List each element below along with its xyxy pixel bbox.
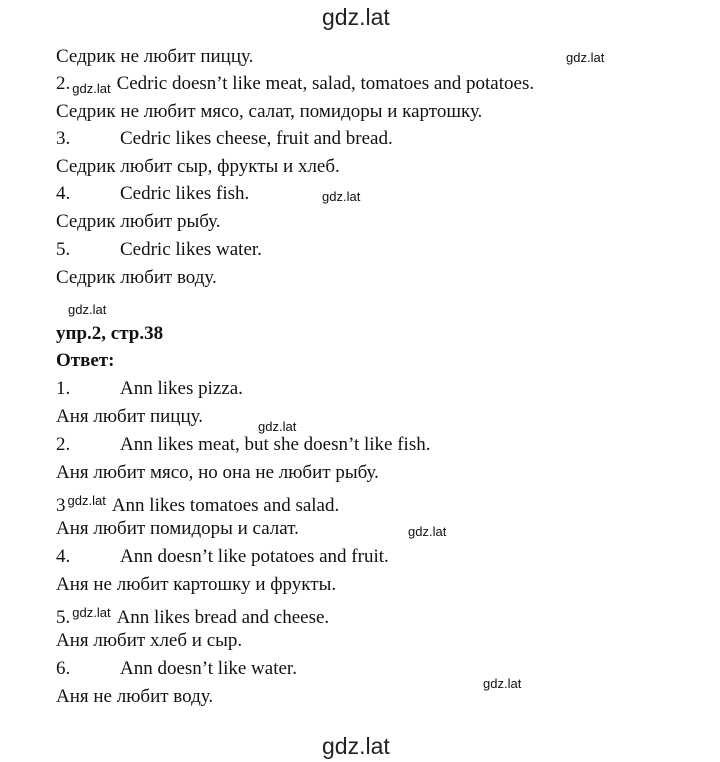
item-english: Cedric likes water. [120,239,262,260]
watermark: gdz.lat [67,493,106,508]
watermark: gdz.lat [408,524,447,539]
list-item [56,490,339,517]
item-number: 3. [56,128,71,149]
list-item [56,239,262,261]
item-number: 2. [56,434,71,455]
watermark: gdz.lat [322,189,361,204]
list-item [56,658,297,680]
text-line: Седрик не любит пиццу. [56,46,254,67]
watermark-bottom: gdz.lat [322,733,390,759]
item-number: 4. [56,183,71,204]
item-russian: Аня не любит картошку и фрукты. [56,574,337,595]
item-english: Cedric likes fish. [120,183,250,204]
item-english: Cedric doesn’t like meat, salad, tomatoes and potatoes. [116,73,535,94]
item-english: Ann likes bread and cheese. [116,607,330,628]
item-number: 5. [56,607,71,628]
watermark: gdz.lat [72,605,111,620]
item-english: Ann likes meat, but she doesn’t like fish. [120,434,431,455]
list-item [56,378,243,400]
item-russian: Аня не любит воду. [56,686,214,707]
list-item [56,183,249,205]
item-russian: Аня любит помидоры и салат. [56,518,299,539]
item-russian: Аня любит пиццу. [56,406,203,427]
item-number: 6. [56,658,71,679]
item-english: Ann likes pizza. [120,378,243,399]
list-item [56,602,329,629]
item-number: 2. [56,73,71,94]
exercise-heading: упр.2, стр.38 [56,323,164,344]
item-russian: Аня любит мясо, но она не любит рыбу. [56,462,379,483]
list-item [56,128,393,150]
watermark-top: gdz.lat [322,4,390,30]
item-russian: Седрик любит сыр, фрукты и хлеб. [56,156,340,177]
item-russian: Седрик не любит мясо, салат, помидоры и картошку. [56,101,483,122]
item-english: Cedric likes cheese, fruit and bread. [120,128,393,149]
item-english: Ann doesn’t like potatoes and fruit. [120,546,389,567]
item-russian: Седрик любит воду. [56,267,217,288]
item-english: Ann likes tomatoes and salad. [111,495,340,516]
list-item [56,546,389,568]
watermark: gdz.lat [68,302,107,317]
item-russian: Аня любит хлеб и сыр. [56,630,243,651]
item-number: 5. [56,239,71,260]
item-english: Ann doesn’t like water. [120,658,297,679]
answer-label: Ответ: [56,350,115,371]
item-number: 3 [56,495,66,516]
item-russian: Седрик любит рыбу. [56,211,221,232]
list-item [56,73,534,100]
list-item [56,434,430,456]
watermark: gdz.lat [566,50,605,65]
watermark: gdz.lat [72,81,111,96]
item-number: 4. [56,546,71,567]
watermark: gdz.lat [483,676,522,691]
watermark: gdz.lat [258,419,297,434]
item-number: 1. [56,378,71,399]
